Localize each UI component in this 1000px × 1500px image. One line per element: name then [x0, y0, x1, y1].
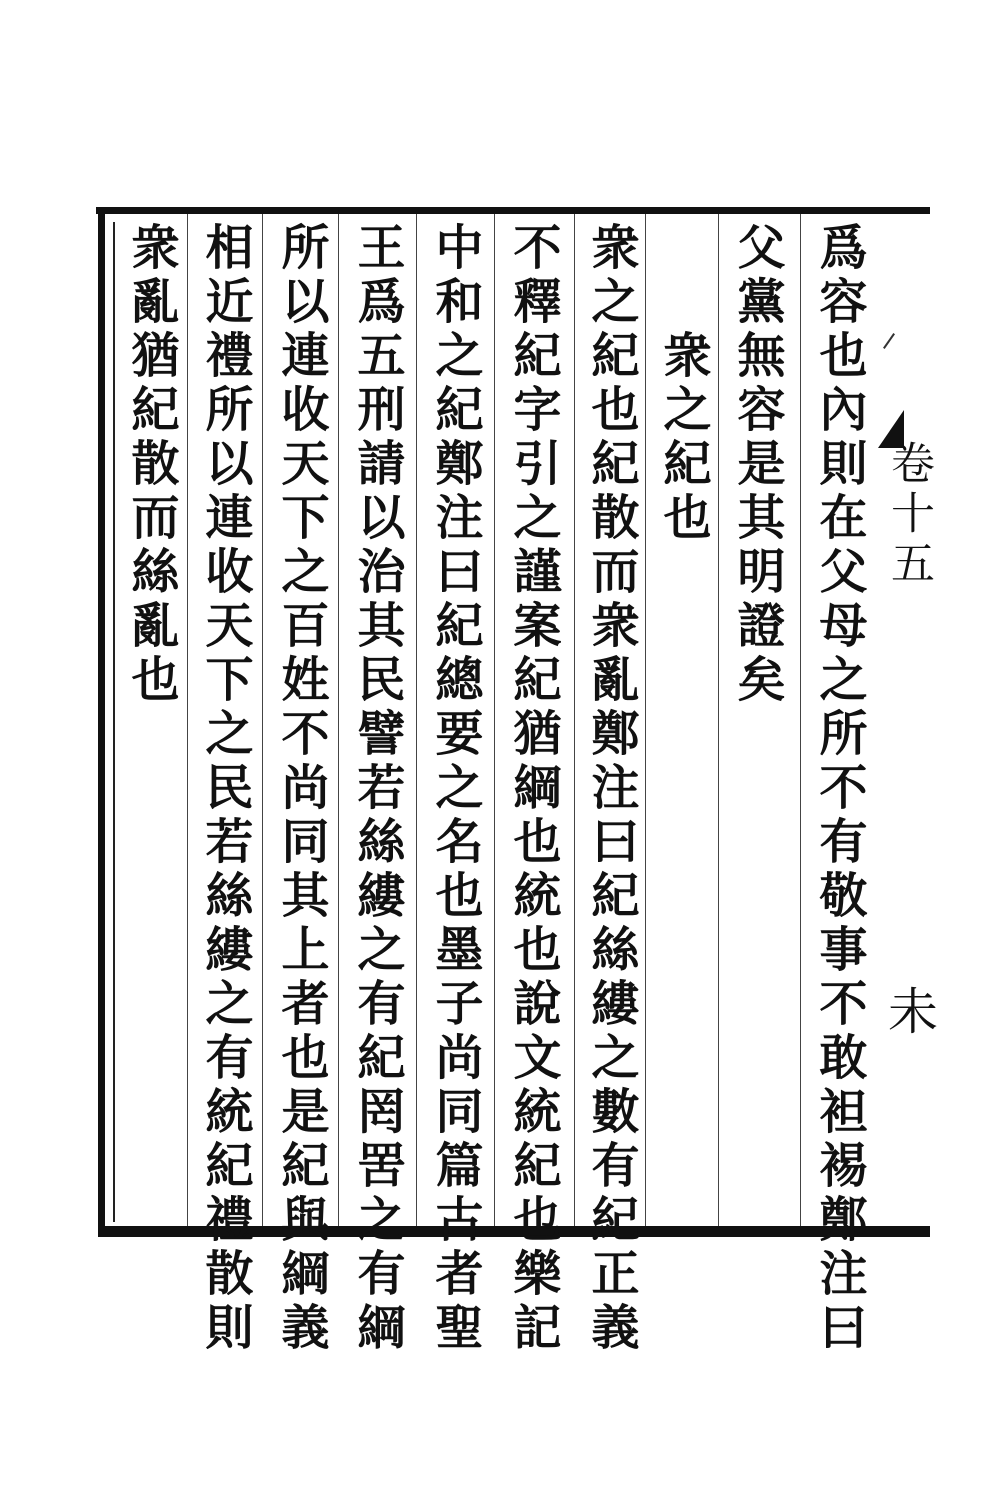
- frame-top-rule: [96, 207, 930, 214]
- text-column-4: 衆之紀也紀散而衆亂鄭注曰紀絲縷之數有紀正義: [583, 222, 639, 1356]
- column-separator: [262, 214, 263, 1226]
- text-column-2: 父黨無容是其明證矣: [729, 222, 785, 708]
- text-column-7: 王爲五刑請以治其民譬若絲縷之有紀罔罟之有綱: [349, 222, 405, 1356]
- margin-tick-mark: [883, 333, 895, 349]
- column-separator: [574, 214, 575, 1226]
- column-separator: [338, 214, 339, 1226]
- text-column-9: 相近禮所以連收天下之民若絲縷之有統紀禮散則: [197, 222, 253, 1356]
- text-column-3: 衆之紀也: [655, 330, 711, 546]
- text-column-1: 爲容也內則在父母之所不有敬事不敢袒裼鄭注曰: [811, 222, 867, 1356]
- column-separator: [800, 214, 801, 1226]
- frame-left-inner-rule: [113, 222, 115, 1222]
- text-column-10: 衆亂猶紀散而絲亂也: [123, 222, 179, 708]
- text-column-6: 中和之紀鄭注曰紀總要之名也墨子尚同篇古者聖: [427, 222, 483, 1356]
- column-separator: [494, 214, 495, 1226]
- frame-left-rule: [98, 207, 105, 1237]
- column-separator: [187, 214, 188, 1226]
- column-separator: [718, 214, 719, 1226]
- column-separator: [645, 214, 646, 1226]
- volume-label: 卷十五: [883, 440, 934, 590]
- text-column-8: 所以連收天下之百姓不尚同其上者也是紀與綱義: [273, 222, 329, 1356]
- margin-character: 未: [888, 983, 938, 1041]
- column-separator: [416, 214, 417, 1226]
- text-column-5: 不釋紀字引之謹案紀猶綱也統也說文統紀也樂記: [505, 222, 561, 1356]
